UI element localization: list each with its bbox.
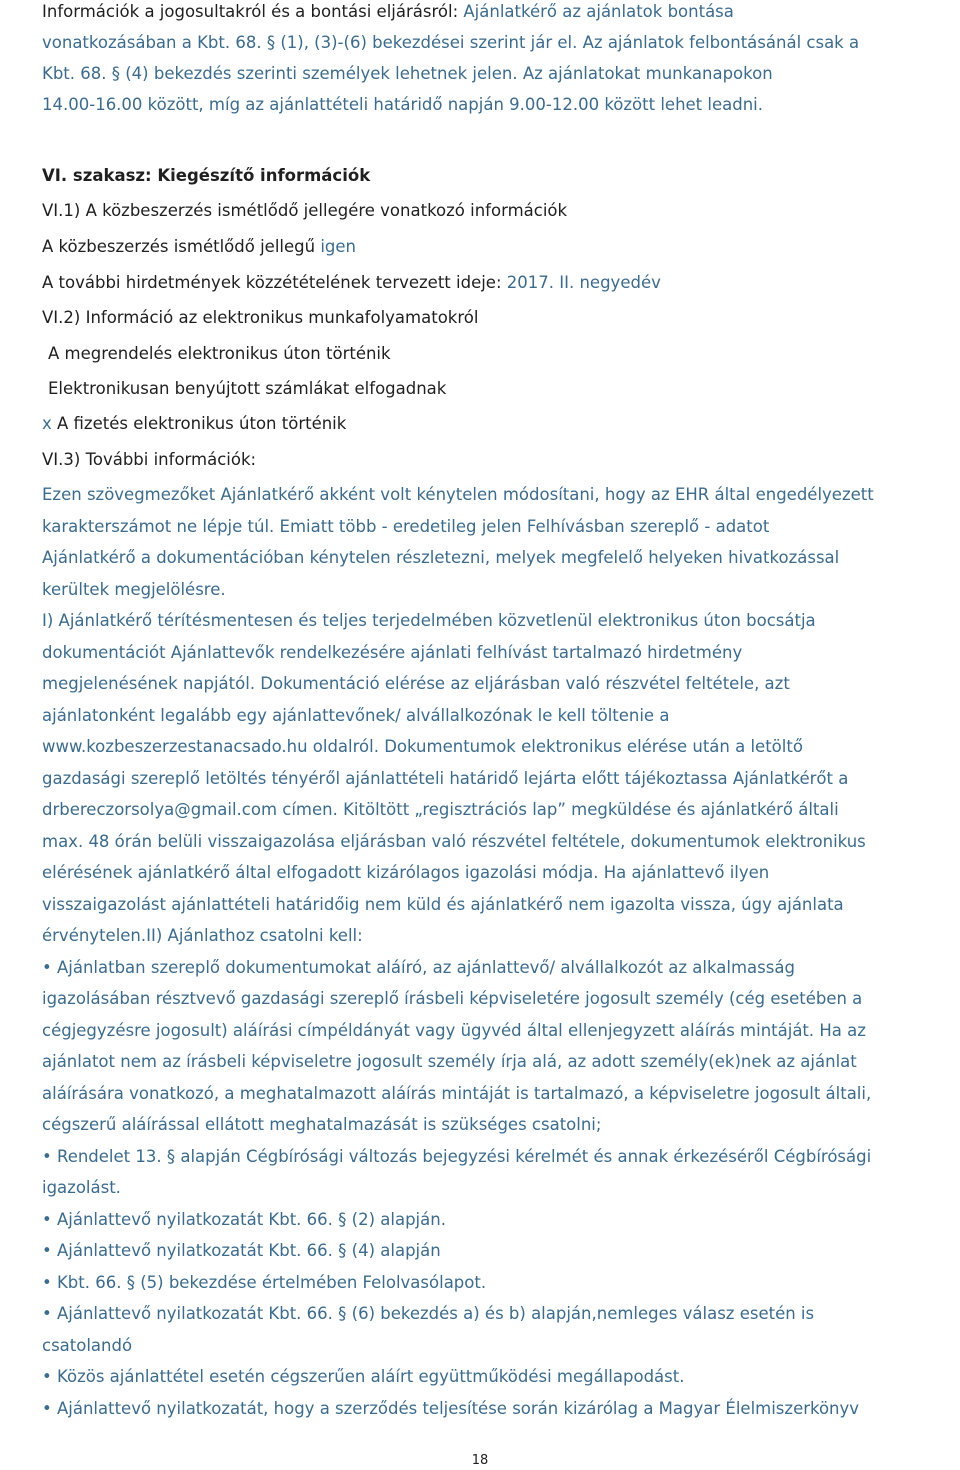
vi3-line: • Közös ajánlattétel esetén cégszerűen aláírt együttműködési megállapodást.	[42, 1367, 685, 1386]
vi2-heading: VI.2) Információ az elektronikus munkafolyamatokról	[42, 308, 479, 327]
vi3-line: • Ajánlattevő nyilatkozatát, hogy a szerződés teljesítése során kizárólag a Magyar Élelmiszerkönyv	[42, 1399, 860, 1418]
vi1-heading: VI.1) A közbeszerzés ismétlődő jellegére vonatkozó információk	[42, 201, 568, 220]
vi3-line: • Ajánlatban szereplő dokumentumokat aláíró, az ajánlattevő/ alvállalkozót az alkalmasság	[42, 958, 795, 977]
next-notices-label: A további hirdetmények közzétételének tervezett ideje:	[42, 273, 507, 292]
intro-line-4: 14.00-16.00 között, míg az ajánlattételi határidő napján 9.00-12.00 között lehet leadni.	[42, 95, 764, 114]
vi3-line: érvénytelen.II) Ajánlathoz csatolni kell:	[42, 926, 363, 945]
vi1-recurrence	[42, 236, 356, 258]
vi3-line: • Ajánlattevő nyilatkozatát Kbt. 66. § (4) alapján	[42, 1241, 441, 1260]
vi3-line: • Ajánlattevő nyilatkozatát Kbt. 66. § (6) bekezdés a) és b) alapján,nemleges válasz esetén is	[42, 1304, 815, 1323]
vi3-line: www.kozbeszerzestanacsado.hu oldalról. Dokumentumok elektronikus elérése után a letöltő	[42, 737, 803, 756]
intro-line-3: Kbt. 68. § (4) bekezdés szerinti személyek lehetnek jelen. Az ajánlatokat munkanapokon	[42, 64, 773, 83]
vi3-line: kerültek megjelölésre.	[42, 580, 226, 599]
intro-line-1	[42, 1, 734, 23]
intro-label: Információk a jogosultakról és a bontási eljárásról:	[42, 2, 464, 21]
vi3-line: igazolásában résztvevő gazdasági szereplő írásbeli képviseletére jogosult személy (cég esetében a	[42, 989, 863, 1008]
vi3-line: dokumentációt Ajánlattevők rendelkezésére ajánlati felhívást tartalmazó hirdetmény	[42, 643, 743, 662]
vi3-line: • Rendelet 13. § alapján Cégbírósági változás bejegyzési kérelmét és annak érkezéséről Cégbírósági	[42, 1147, 872, 1166]
vi3-line: igazolást.	[42, 1178, 121, 1197]
vi1-next-notices	[42, 272, 661, 294]
intro-line-2: vonatkozásában a Kbt. 68. § (1), (3)-(6) bekezdései szerint jár el. Az ajánlatok felbontásánál csak a	[42, 33, 860, 52]
vi3-line: visszaigazolást ajánlattételi határidőig nem küld és ajánlatkérő nem igazolta vissza, úgy ajánlata	[42, 895, 844, 914]
vi2-item-payment	[42, 413, 346, 435]
intro-value: Ajánlatkérő az ajánlatok bontása	[463, 2, 734, 21]
vi3-line: aláírására vonatkozó, a meghatalmazott aláírás mintáját is tartalmazó, a képviseletre jogosult általi,	[42, 1084, 872, 1103]
vi3-line: cégszerű aláírással ellátott meghatalmazását is szükséges csatolni;	[42, 1115, 602, 1134]
vi3-line: • Kbt. 66. § (5) bekezdése értelmében Felolvasólapot.	[42, 1273, 487, 1292]
recurrence-label: A közbeszerzés ismétlődő jellegű	[42, 237, 321, 256]
vi2-item-order: A megrendelés elektronikus úton történik	[48, 344, 391, 363]
vi3-heading: VI.3) További információk:	[42, 450, 257, 469]
vi3-line: csatolandó	[42, 1336, 133, 1355]
checkbox-mark: x	[42, 414, 52, 433]
vi3-line: ajánlatonként legalább egy ajánlattevőnek/ alvállalkozónak le kell töltenie a	[42, 706, 670, 725]
recurrence-value: igen	[320, 237, 356, 256]
vi3-line: megjelenésének napjától. Dokumentáció elérése az eljárásban való részvétel feltétele, azt	[42, 674, 790, 693]
vi3-line: • Ajánlattevő nyilatkozatát Kbt. 66. § (2) alapján.	[42, 1210, 446, 1229]
vi3-line: gazdasági szereplő letöltés tényéről ajánlattételi határidő lejárta előtt tájékoztassa Ajánlatkérőt a	[42, 769, 849, 788]
vi3-line: Ezen szövegmezőket Ajánlatkérő akként volt kénytelen módosítani, hogy az EHR által engedélyezett	[42, 485, 874, 504]
page-number: 18	[471, 1453, 489, 1468]
vi3-line: elérésének ajánlatkérő által elfogadott kizárólagos igazolási módja. Ha ajánlattevő ilyen	[42, 863, 770, 882]
vi3-line: drbereczorsolya@gmail.com címen. Kitöltött „regisztrációs lap” megküldése és ajánlatkérő általi	[42, 800, 839, 819]
vi3-line: max. 48 órán belüli visszaigazolása eljárásban való részvétel feltétele, dokumentumok elektronikus	[42, 832, 866, 851]
vi3-line: I) Ajánlatkérő térítésmentesen és teljes terjedelmében közvetlenül elektronikus úton bocsátja	[42, 611, 816, 630]
vi3-line: karakterszámot ne lépje túl. Emiatt több - eredetileg jelen Felhívásban szereplő - adatot	[42, 517, 770, 536]
vi2-item-invoice: Elektronikusan benyújtott számlákat elfogadnak	[48, 379, 447, 398]
vi3-line: Ajánlatkérő a dokumentációban kénytelen részletezni, melyek megfelelő helyeken hivatkozással	[42, 548, 840, 567]
vi3-line: cégjegyzésre jogosult) aláírási címpéldányát vagy ügyvéd által ellenjegyzett aláírás mintáját. Ha az	[42, 1021, 866, 1040]
payment-label: A fizetés elektronikus úton történik	[51, 414, 347, 433]
section-title: VI. szakasz: Kiegészítő információk	[42, 166, 371, 185]
next-notices-value: 2017. II. negyedév	[506, 273, 661, 292]
vi3-line: ajánlatot nem az írásbeli képviseletre jogosult személy írja alá, az adott személy(ek)nek az ajánlat	[42, 1052, 857, 1071]
